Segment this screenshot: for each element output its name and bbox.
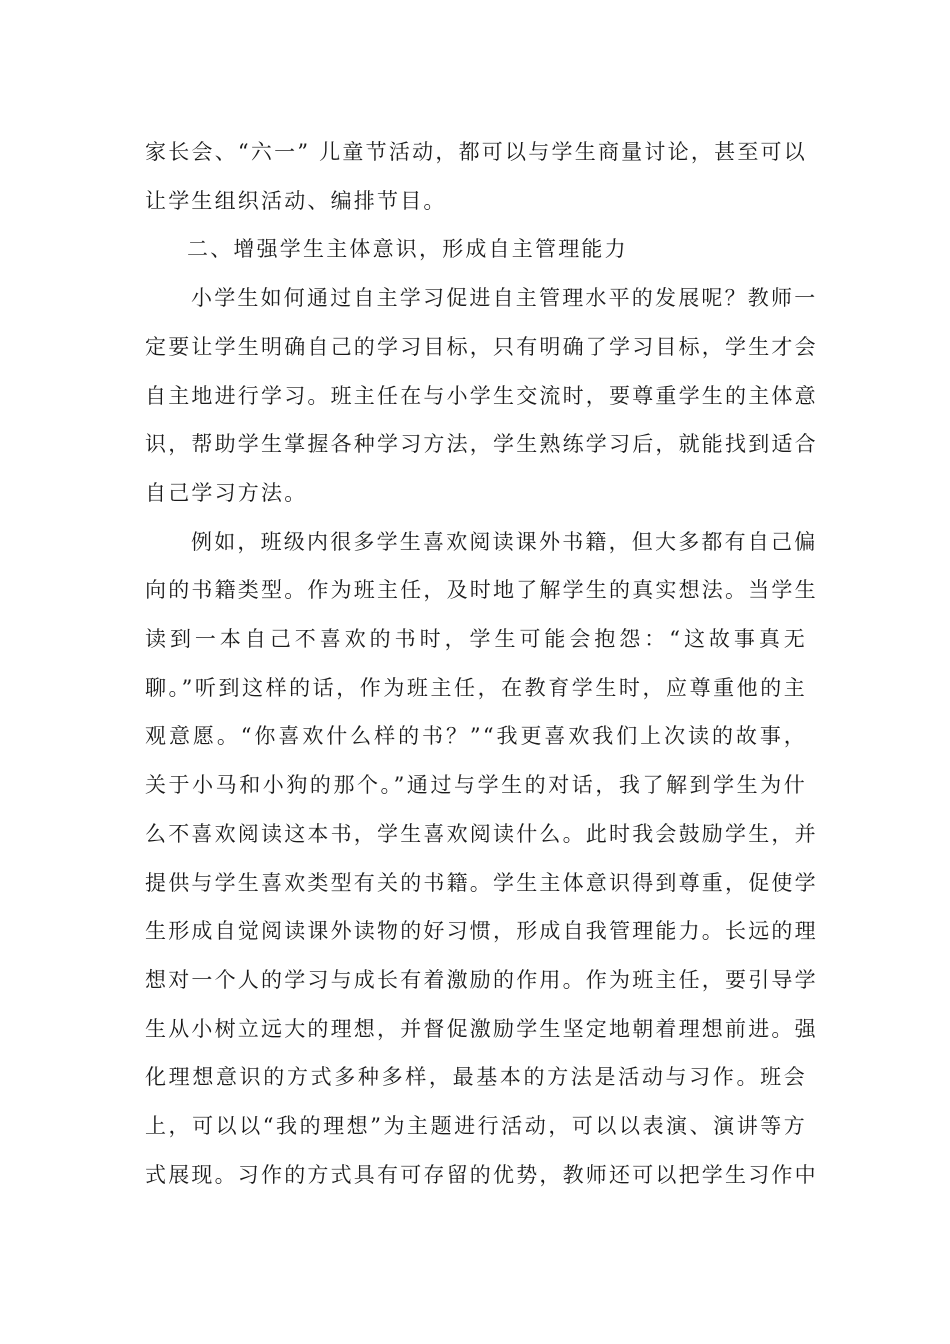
text-line: 式展现。习作的方式具有可存留的优势，教师还可以把学生习作中 bbox=[145, 1162, 818, 1187]
text-line: 提供与学生喜欢类型有关的书籍。学生主体意识得到尊重，促使学 bbox=[145, 870, 818, 895]
text-line: 家长会、“六一” 儿童节活动，都可以与学生商量讨论，甚至可以 bbox=[145, 140, 807, 164]
text-line: 关于小马和小狗的那个。”通过与学生的对话，我了解到学生为什 bbox=[145, 773, 807, 798]
text-line: 生从小树立远大的理想，并督促激励学生坚定地朝着理想前进。强 bbox=[145, 1016, 818, 1041]
text-line: 想对一个人的学习与成长有着激励的作用。作为班主任，要引导学 bbox=[145, 967, 818, 992]
text-line: 识，帮助学生掌握各种学习方法，学生熟练学习后，就能找到适合 bbox=[145, 432, 818, 457]
section-heading bbox=[145, 225, 807, 274]
text-line: 自己学习方法。 bbox=[145, 480, 308, 505]
text-line: 例如，班级内很多学生喜欢阅读课外书籍，但大多都有自己偏 bbox=[191, 529, 818, 554]
text-line: 自主地进行学习。班主任在与小学生交流时，要尊重学生的主体意 bbox=[145, 383, 818, 408]
text-line: 读到一本自己不喜欢的书时，学生可能会抱怨：“这故事真无 bbox=[145, 627, 807, 652]
text-line: 小学生如何通过自主学习促进自主管理水平的发展呢？教师一 bbox=[191, 286, 818, 311]
body-text bbox=[145, 128, 818, 1199]
text-line: 让学生组织活动、编排节目。 bbox=[145, 188, 447, 213]
text-line: 么不喜欢阅读这本书，学生喜欢阅读什么。此时我会鼓励学生，并 bbox=[145, 821, 818, 846]
text-line: 化理想意识的方式多种多样，最基本的方法是活动与习作。班会 bbox=[145, 1065, 807, 1090]
paragraph bbox=[145, 518, 818, 1200]
text-line: 二、增强学生主体意识，形成自主管理能力 bbox=[187, 237, 628, 262]
text-line: 聊。”听到这样的话，作为班主任，在教育学生时，应尊重他的主 bbox=[145, 675, 807, 700]
text-line: 定要让学生明确自己的学习目标，只有明确了学习目标，学生才会 bbox=[145, 334, 818, 359]
text-line: 生形成自觉阅读课外读物的好习惯，形成自我管理能力。长远的理 bbox=[145, 919, 818, 944]
paragraph bbox=[145, 274, 818, 518]
paragraph bbox=[145, 128, 807, 225]
text-line: 上，可以以“我的理想”为主题进行活动，可以以表演、演讲等方 bbox=[145, 1114, 807, 1139]
text-line: 向的书籍类型。作为班主任，及时地了解学生的真实想法。当学生 bbox=[145, 578, 818, 603]
text-line: 观意愿。“你喜欢什么样的书？”“我更喜欢我们上次读的故事， bbox=[145, 724, 807, 749]
